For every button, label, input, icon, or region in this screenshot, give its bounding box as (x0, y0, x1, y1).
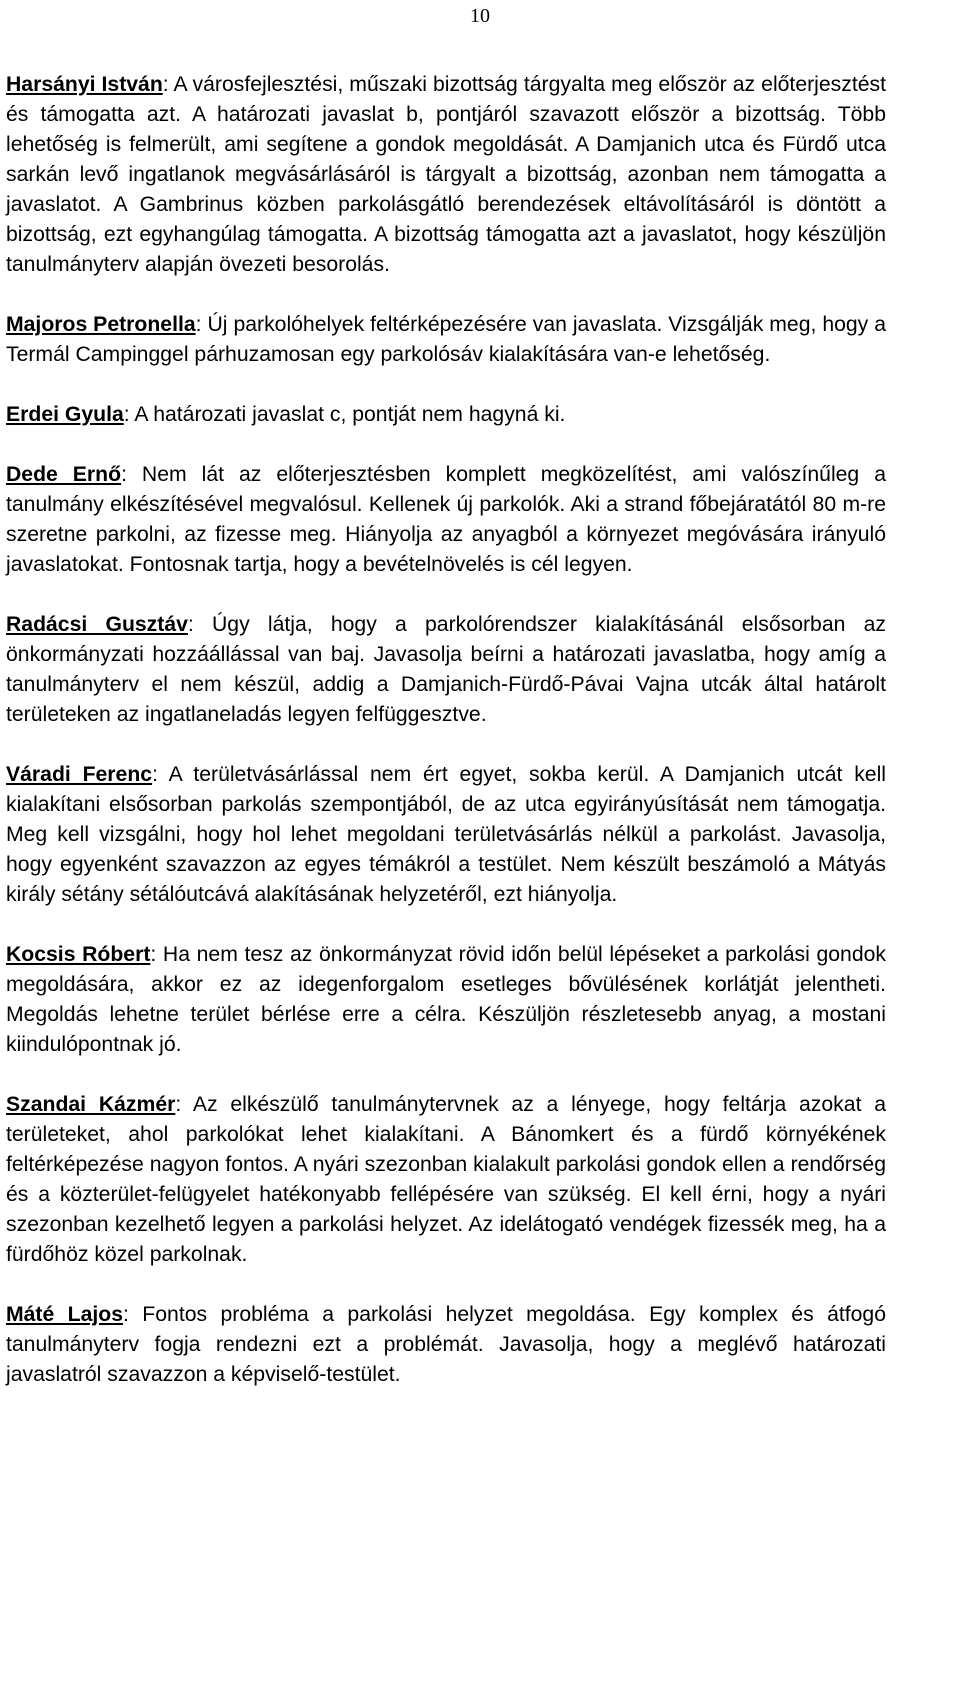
speaker-name: Kocsis Róbert (6, 943, 151, 966)
speaker-name: Majoros Petronella (6, 313, 196, 336)
paragraph-text: : Nem lát az előterjesztésben komplett megközelítést, ami valószínűleg a tanulmány elkészítésével megvalósul. Kellenek új parkolók. Aki a strand főbejáratától 80 m-re szeretne parkolni, az fizesse meg. Hiányolja az anyagból a környezet megóvására irányuló javaslatokat. Fontosnak tartja, hogy a bevételnövelés is cél legyen. (6, 463, 886, 576)
paragraph-mate (6, 1300, 886, 1390)
paragraph-text: : Fontos probléma a parkolási helyzet megoldása. Egy komplex és átfogó tanulmányterv fogja rendezni ezt a problémát. Javasolja, hogy a meglévő határozati javaslatról szavazzon a képviselő-testület. (6, 1303, 886, 1386)
minutes-body (6, 70, 886, 1420)
speaker-name: Radácsi Gusztáv (6, 613, 188, 636)
speaker-name: Szandai Kázmér (6, 1093, 176, 1116)
speaker-name: Máté Lajos (6, 1303, 124, 1326)
paragraph-text: : Az elkészülő tanulmánytervnek az a lényege, hogy feltárja azokat a területeket, ahol parkolókat lehet kialakítani. A Bánomkert és a fürdő környékének feltérképezése nagyon fontos. A nyári szezonban kialakult parkolási gondok ellen a rendőrség és a közterület-felügyelet hatékonyabb fellépésére van szükség. El kell érni, hogy a nyári szezonban kezelhető legyen a parkolási helyzet. Az idelátogató vendégek fizessék meg, ha a fürdőhöz közel parkolnak. (6, 1093, 886, 1266)
paragraph-text: : Új parkolóhelyek feltérképezésére van javaslata. Vizsgálják meg, hogy a Termál Campinggel párhuzamosan egy parkolósáv kialakítására van-e lehetőség. (6, 313, 886, 366)
paragraph-kocsis (6, 940, 886, 1060)
paragraph-text: : A határozati javaslat c, pontját nem hagyná ki. (123, 403, 566, 426)
paragraph-radacsi (6, 610, 886, 730)
paragraph-text: : Úgy látja, hogy a parkolórendszer kialakításánál elsősorban az önkormányzati hozzáállással van baj. Javasolja beírni a határozati javaslatba, hogy amíg a tanulmányterv el nem készül, addig a Damjanich-Fürdő-Pávai Vajna utcák által határolt területeken az ingatlaneladás legyen felfüggesztve. (6, 613, 886, 726)
speaker-name: Harsányi István (6, 73, 163, 96)
paragraph-harsanyi (6, 70, 886, 280)
paragraph-erdei (6, 400, 886, 430)
page-number: 10 (470, 5, 490, 27)
paragraph-szandai (6, 1090, 886, 1270)
paragraph-text: : A városfejlesztési, műszaki bizottság tárgyalta meg először az előterjesztést és támogatta azt. A határozati javaslat b, pontjáról szavazott először a bizottság. Több lehetőség is felmerült, ami segítene a gondok megoldását. A Damjanich utca és Fürdő utca sarkán levő ingatlanok megvásárlásáról is tárgyalt a bizottság, azonban nem támogatta a javaslatot. A Gambrinus közben parkolásgátló berendezések eltávolításáról is döntött a bizottság, ezt egyhangúlag támogatta. A bizottság támogatta azt a javaslatot, hogy készüljön tanulmányterv alapján övezeti besorolás. (6, 73, 886, 276)
paragraph-dede (6, 460, 886, 580)
paragraph-text: : Ha nem tesz az önkormányzat rövid időn belül lépéseket a parkolási gondok megoldására, akkor ez az idegenforgalom esetleges bővülésének korlátját jelentheti. Megoldás lehetne terület bérlése erre a célra. Készüljön részletesebb anyag, a mostani kiindulópontnak jó. (6, 943, 886, 1056)
speaker-name: Váradi Ferenc (6, 763, 153, 786)
paragraph-majoros (6, 310, 886, 370)
paragraph-varadi (6, 760, 886, 910)
speaker-name: Dede Ernő (6, 463, 122, 486)
speaker-name: Erdei Gyula (6, 403, 124, 426)
paragraph-text: : A területvásárlással nem ért egyet, sokba kerül. A Damjanich utcát kell kialakítani elsősorban parkolás szempontjából, de az utca egyirányúsítását nem támogatja. Meg kell vizsgálni, hogy hol lehet megoldani területvásárlás nélkül a parkolást. Javasolja, hogy egyenként szavazzon az egyes témákról a testület. Nem készült beszámoló a Mátyás király sétány sétálóutcává alakításának helyzetéről, ezt hiányolja. (6, 763, 887, 906)
